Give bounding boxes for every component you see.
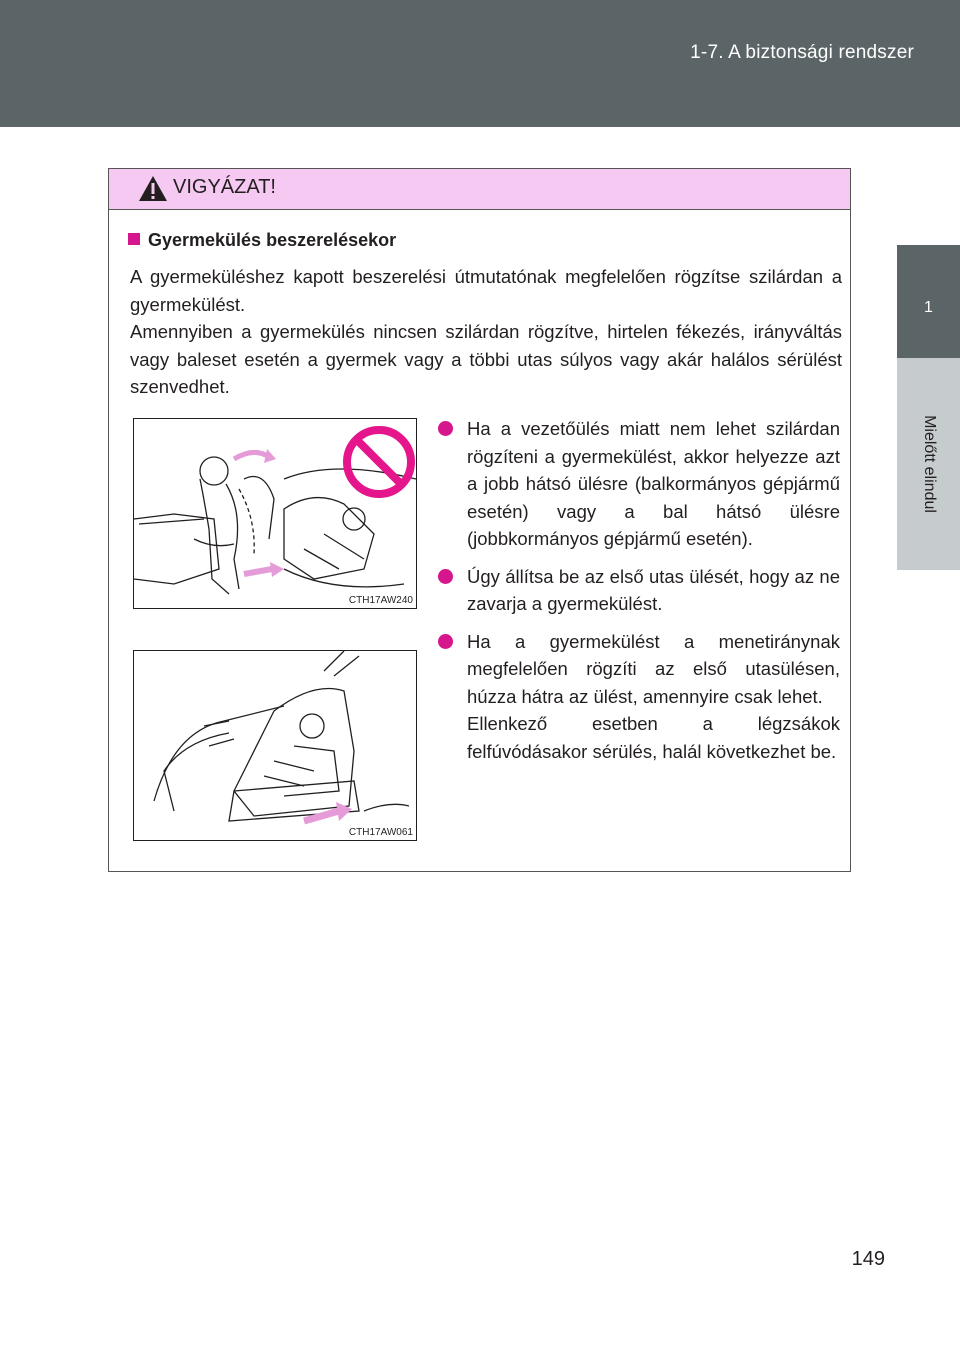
bullet-text: Ha a gyermekülést a menetiránynak megfelelően rögzíti az első utasülésen, húzza hátra az ülést, amennyire csak lehet. bbox=[467, 630, 840, 707]
header-band bbox=[0, 0, 960, 127]
chapter-label: Mielőtt elindul bbox=[920, 415, 938, 513]
bullet-dot-icon bbox=[438, 634, 453, 649]
warning-header bbox=[109, 169, 850, 210]
figure-code: CTH17AW061 bbox=[348, 827, 413, 838]
bullet-dot-icon bbox=[438, 421, 453, 436]
passenger-seat-illustration bbox=[134, 651, 416, 840]
section-title: 1-7. A biztonsági rendszer bbox=[690, 42, 914, 63]
paragraph-1: A gyermeküléshez kapott beszerelési útmutatónak megfelelően rögzítse szilárdan a gyermekülést. bbox=[130, 266, 842, 315]
bullet-item bbox=[436, 628, 840, 766]
bullet-text: Ha a vezetőülés miatt nem lehet szilárdan rögzíteni a gyermekülést, akkor helyezze azt a jobb hátsó ülésre (balkormányos gépjármű esetén) vagy a bal hátsó ülésre (jobbkormányos gépjármű esetén). bbox=[467, 418, 840, 549]
chapter-number: 1 bbox=[924, 299, 933, 316]
bullet-item bbox=[436, 415, 840, 553]
warning-title: VIGYÁZAT! bbox=[173, 176, 276, 198]
bullet-text-continued: Ellenkező esetben a légzsákok felfúvódásakor sérülés, halál következhet be. bbox=[467, 713, 840, 762]
subheading-text: Gyermekülés beszerelésekor bbox=[148, 230, 397, 250]
chapter-tab bbox=[897, 245, 960, 358]
paragraph-2: Amennyiben a gyermekülés nincsen szilárdan rögzítve, hirtelen fékezés, irányváltás vagy baleset esetén a gyermek vagy a többi utas súlyos vagy akár halálos sérülést szenvedhet. bbox=[130, 321, 842, 397]
chapter-label-tab bbox=[897, 358, 960, 570]
bullet-item bbox=[436, 563, 840, 618]
bullet-text: Úgy állítsa be az első utas ülését, hogy az ne zavarja a gyermekülést. bbox=[467, 565, 840, 614]
driver-seat-illustration bbox=[134, 419, 416, 608]
warning-triangle-icon bbox=[138, 175, 168, 202]
square-bullet-icon bbox=[128, 233, 140, 245]
bullet-dot-icon bbox=[438, 569, 453, 584]
figure-code: CTH17AW240 bbox=[348, 595, 413, 606]
subheading bbox=[128, 230, 396, 251]
bullet-list bbox=[436, 415, 840, 775]
figure-driver-seat bbox=[133, 418, 417, 609]
figure-passenger-seat bbox=[133, 650, 417, 841]
prohibition-icon bbox=[347, 430, 411, 494]
page-number: 149 bbox=[851, 1248, 885, 1270]
